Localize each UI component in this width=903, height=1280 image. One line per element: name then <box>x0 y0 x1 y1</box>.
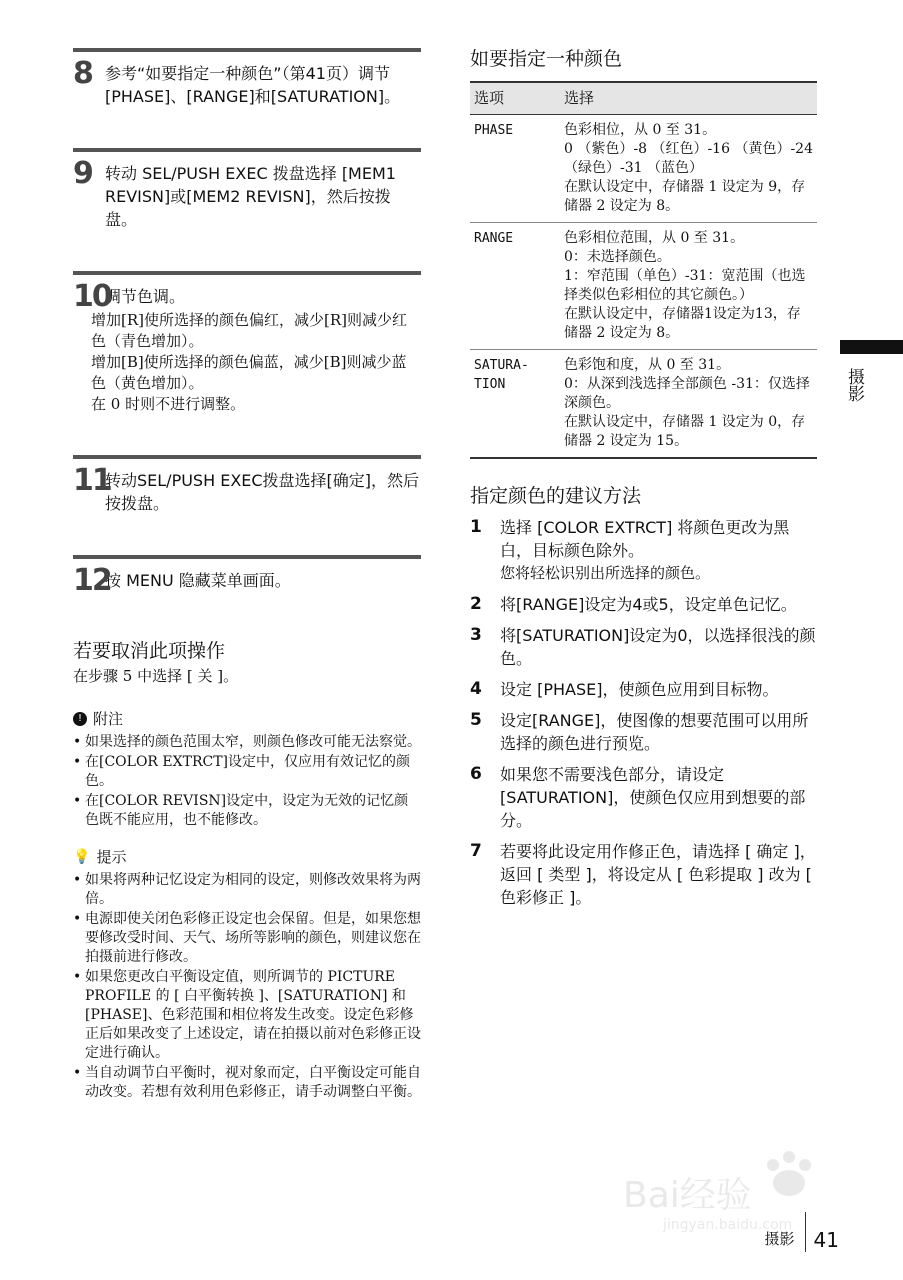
step-body-line: 增加[R]使所选择的颜色偏红，减少[R]则减少红色（青色增加）。 <box>91 311 407 350</box>
cancel-text: 在步骤 5 中选择 [ 关 ]。 <box>73 667 239 685</box>
hints-list <box>73 871 421 1102</box>
option-line: 色彩相位范围，从 0 至 31。 <box>564 230 745 246</box>
step-text: 按 MENU 隐藏菜单画面。 <box>105 571 291 590</box>
option-desc <box>560 115 817 223</box>
step-11 <box>73 455 421 515</box>
notes-title: 附注 <box>93 710 124 728</box>
notes-heading <box>73 708 421 729</box>
option-line: 色彩饱和度，从 0 至 31。 <box>564 357 731 373</box>
option-line: 0 （紫色）-8 （红色）-16 （黄色）-24 （绿色）-31 （蓝色） <box>564 141 813 176</box>
step-text: 转动SEL/PUSH EXEC拨盘选择[确定]，然后按拨盘。 <box>105 471 420 513</box>
option-line: 在默认设定中，存储器1设定为13，存储器 2 设定为 8。 <box>564 306 801 341</box>
option-key: RANGE <box>470 223 560 350</box>
hints-title: 提示 <box>96 848 127 866</box>
footer-section: 摄影 <box>764 1230 795 1248</box>
step-number: 9 <box>73 156 92 191</box>
table-row <box>470 350 817 459</box>
list-item <box>470 678 817 701</box>
step-10 <box>73 271 421 415</box>
tip-text: 设定[RANGE]，使图像的想要范围可以用所选择的颜色进行预览。 <box>500 711 809 753</box>
tip-text: 选择 [COLOR EXTRCT] 将颜色更改为黑白，目标颜色除外。 <box>500 518 790 560</box>
step-body-line: 在 0 时则不进行调整。 <box>91 395 246 413</box>
list-item <box>470 593 817 616</box>
notes-list <box>73 733 421 830</box>
tip-text: 将[SATURATION]设定为0，以选择很浅的颜色。 <box>500 626 816 668</box>
step-text: 参考“如要指定一种颜色”（第41页）调节[PHASE]、[RANGE]和[SATURATION]。 <box>105 64 401 106</box>
option-line: 1：窄范围（单色）-31：宽范围（也选择类似色彩相位的其它颜色。） <box>564 268 806 303</box>
list-item <box>470 516 817 585</box>
list-item <box>470 840 817 909</box>
step-9 <box>73 148 421 231</box>
list-item <box>470 763 817 832</box>
step-number: 12 <box>73 563 111 598</box>
warning-icon: ! <box>73 712 87 726</box>
chapter-label: 摄影 <box>844 368 864 402</box>
option-line: 色彩相位，从 0 至 31。 <box>564 122 717 138</box>
chapter-tab <box>840 340 903 354</box>
tip-number: 2 <box>470 594 482 614</box>
option-line: 0：从深到浅选择全部颜色 -31：仅选择深颜色。 <box>564 376 810 411</box>
watermark-url: jingyan.baidu.com <box>663 1217 793 1233</box>
tip-number: 6 <box>470 764 482 784</box>
step-12 <box>73 555 421 598</box>
list-item: • 当自动调节白平衡时，视对象而定，白平衡设定可能自动改变。若想有效利用色彩修正，请手动调整白平衡。 <box>73 1064 421 1102</box>
list-item: • 如果选择的颜色范围太窄，则颜色修改可能无法察觉。 <box>73 733 421 752</box>
tip-number: 4 <box>470 679 482 699</box>
tip-subtext: 您将轻松识别出所选择的颜色。 <box>500 564 711 582</box>
option-key: SATURA-TION <box>470 350 560 459</box>
table-header-row <box>470 82 817 115</box>
page-number: 41 <box>805 1212 839 1252</box>
tip-text: 设定 [PHASE]，使颜色应用到目标物。 <box>500 680 779 699</box>
option-key: PHASE <box>470 115 560 223</box>
option-line: 在默认设定中，存储器 1 设定为 0，存储器 2 设定为 15。 <box>564 414 806 449</box>
list-item: • 在[COLOR REVISN]设定中，设定为无效的记忆颜色既不能应用，也不能修改。 <box>73 792 421 830</box>
column-header: 选择 <box>560 82 817 115</box>
step-number: 11 <box>73 463 111 498</box>
option-line: 0：未选择颜色。 <box>564 249 671 265</box>
column-header: 选项 <box>470 82 560 115</box>
options-table <box>470 81 817 459</box>
list-item <box>470 709 817 755</box>
list-item <box>470 624 817 670</box>
option-line: 在默认设定中，存储器 1 设定为 9，存储器 2 设定为 8。 <box>564 179 806 214</box>
left-column <box>73 48 421 1118</box>
table-row <box>470 223 817 350</box>
tips-list <box>470 516 817 909</box>
list-item: • 电源即使关闭色彩修正设定也会保留。但是，如果您想要修改受时间、天气、场所等影响的颜色，则建议您在拍摄前进行修改。 <box>73 910 421 967</box>
tip-number: 3 <box>470 625 482 645</box>
option-desc <box>560 223 817 350</box>
section-title: 指定颜色的建议方法 <box>470 485 642 507</box>
tip-number: 1 <box>470 517 482 537</box>
lightbulb-icon: 💡 <box>73 848 91 865</box>
section-title: 如要指定一种颜色 <box>470 48 623 70</box>
tip-number: 7 <box>470 841 482 861</box>
step-number: 8 <box>73 56 92 91</box>
step-body <box>91 310 421 415</box>
table-row <box>470 115 817 223</box>
tip-number: 5 <box>470 710 482 730</box>
tip-text: 如果您不需要浅色部分，请设定[SATURATION]，使颜色仅应用到想要的部分。 <box>500 765 806 830</box>
watermark-brand: Bai经验 <box>623 1175 752 1216</box>
page-footer <box>765 1212 839 1252</box>
cancel-heading: 若要取消此项操作 <box>73 640 226 662</box>
list-item: • 在[COLOR EXTRCT]设定中，仅应用有效记忆的颜色。 <box>73 753 421 791</box>
step-body-line: 增加[B]使所选择的颜色偏蓝，减少[B]则减少蓝色（黄色增加）。 <box>91 353 407 392</box>
tip-text: 若要将此设定用作修正色，请选择 [ 确定 ]，返回 [ 类型 ]，将设定从 [ 色彩提取 ] 改为 [ 色彩修正 ]。 <box>500 842 816 907</box>
hints-heading <box>73 846 421 867</box>
step-text: 转动 SEL/PUSH EXEC 拨盘选择 [MEM1 REVISN]或[MEM2 REVISN]，然后按拨盘。 <box>105 164 396 229</box>
list-item: • 如果您更改白平衡设定值，则所调节的 PICTURE PROFILE 的 [ 白平衡转换 ]、[SATURATION] 和 [PHASE]、色彩范围和相位将发生改变。设定色彩修正后如果改变了上述设定，请在拍摄以前对色彩修正设定进行确认。 <box>73 968 421 1063</box>
right-column <box>470 44 817 917</box>
tip-text: 将[RANGE]设定为4或5，设定单色记忆。 <box>500 595 797 614</box>
step-number: 10 <box>73 279 111 314</box>
list-item: • 如果将两种记忆设定为相同的设定，则修改效果将为两倍。 <box>73 871 421 909</box>
step-text: 调节色调。 <box>105 287 186 306</box>
step-8 <box>73 48 421 108</box>
option-desc <box>560 350 817 459</box>
